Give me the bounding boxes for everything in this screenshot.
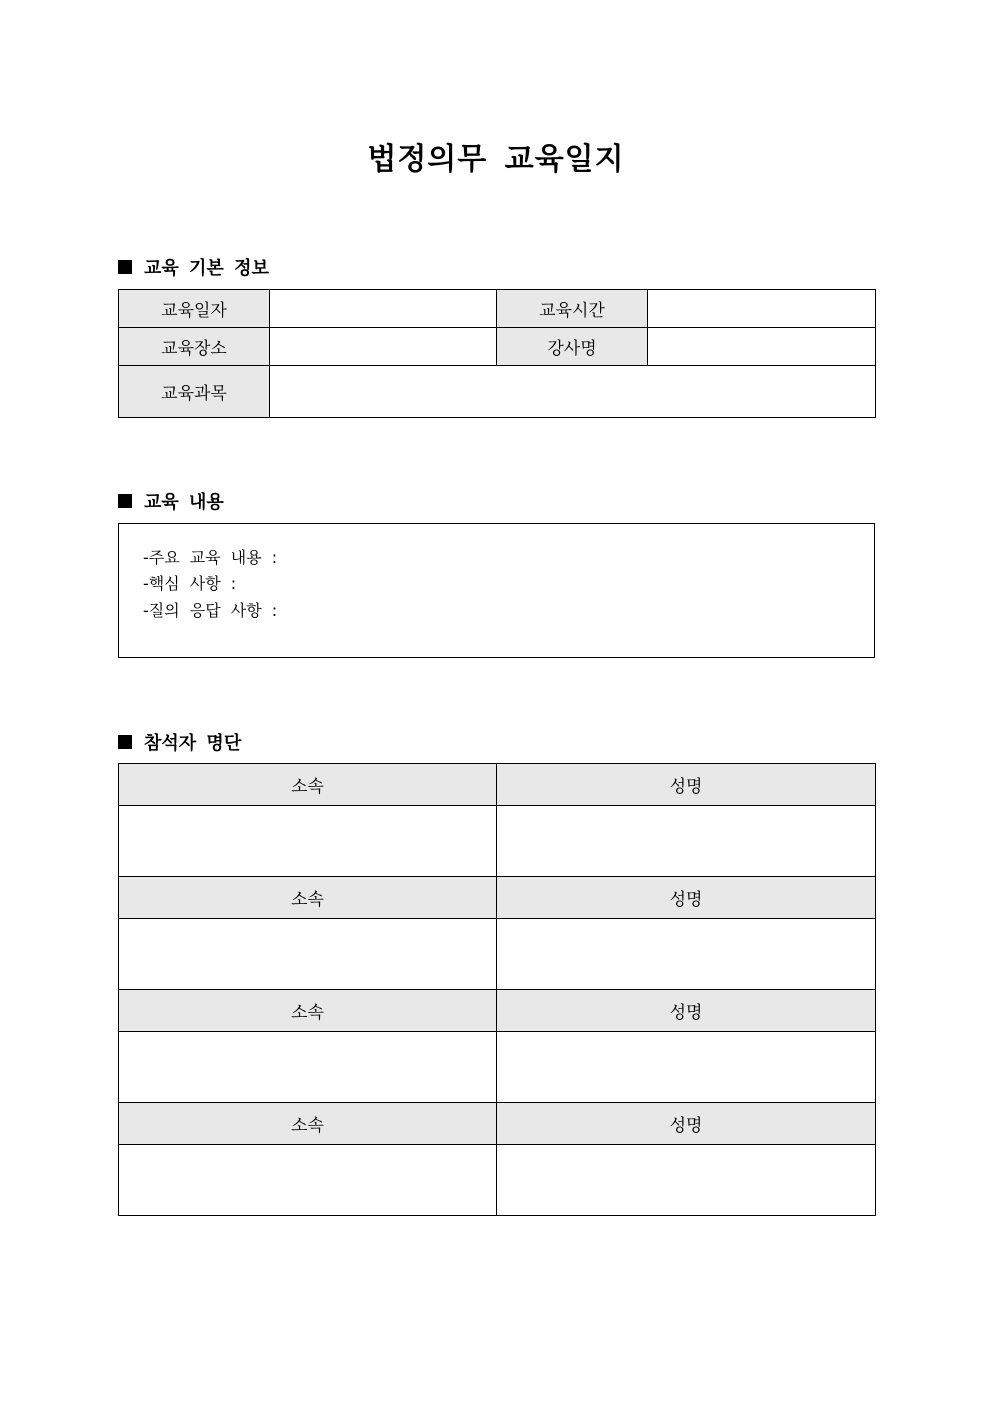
label-time: 교육시간 [497, 290, 648, 328]
section-heading-basic-info [118, 254, 269, 280]
document-title: 법정의무 교육일지 [367, 142, 625, 177]
square-bullet-icon [118, 260, 132, 274]
field-subject[interactable] [270, 366, 876, 418]
section-heading-attendees [118, 729, 241, 755]
field-name[interactable] [497, 919, 876, 990]
square-bullet-icon [118, 494, 132, 508]
label-date: 교육일자 [119, 290, 270, 328]
content-box[interactable] [118, 523, 875, 658]
field-instructor[interactable] [648, 328, 876, 366]
attendees-table [118, 763, 876, 1216]
field-time[interactable] [648, 290, 876, 328]
content-line-key-points: -핵심 사항 : [143, 574, 237, 593]
header-name: 성명 [497, 877, 876, 919]
field-affiliation[interactable] [119, 1032, 497, 1103]
basic-info-table [118, 289, 876, 418]
field-affiliation[interactable] [119, 806, 497, 877]
square-bullet-icon [118, 735, 132, 749]
header-affiliation: 소속 [119, 764, 497, 806]
header-affiliation: 소속 [119, 990, 497, 1032]
header-affiliation: 소속 [119, 1103, 497, 1145]
section-heading-label: 교육 내용 [144, 492, 224, 513]
field-place[interactable] [270, 328, 497, 366]
field-affiliation[interactable] [119, 1145, 497, 1216]
field-name[interactable] [497, 806, 876, 877]
section-heading-label: 교육 기본 정보 [144, 258, 269, 279]
label-instructor: 강사명 [497, 328, 648, 366]
field-date[interactable] [270, 290, 497, 328]
content-line-main: -주요 교육 내용 : [143, 548, 278, 567]
section-heading-label: 참석자 명단 [144, 733, 242, 754]
label-place: 교육장소 [119, 328, 270, 366]
label-subject: 교육과목 [119, 366, 270, 418]
header-name: 성명 [497, 764, 876, 806]
content-line-qna: -질의 응답 사항 : [143, 601, 278, 620]
field-affiliation[interactable] [119, 919, 497, 990]
field-name[interactable] [497, 1145, 876, 1216]
header-affiliation: 소속 [119, 877, 497, 919]
header-name: 성명 [497, 990, 876, 1032]
section-heading-content [118, 488, 224, 514]
header-name: 성명 [497, 1103, 876, 1145]
field-name[interactable] [497, 1032, 876, 1103]
